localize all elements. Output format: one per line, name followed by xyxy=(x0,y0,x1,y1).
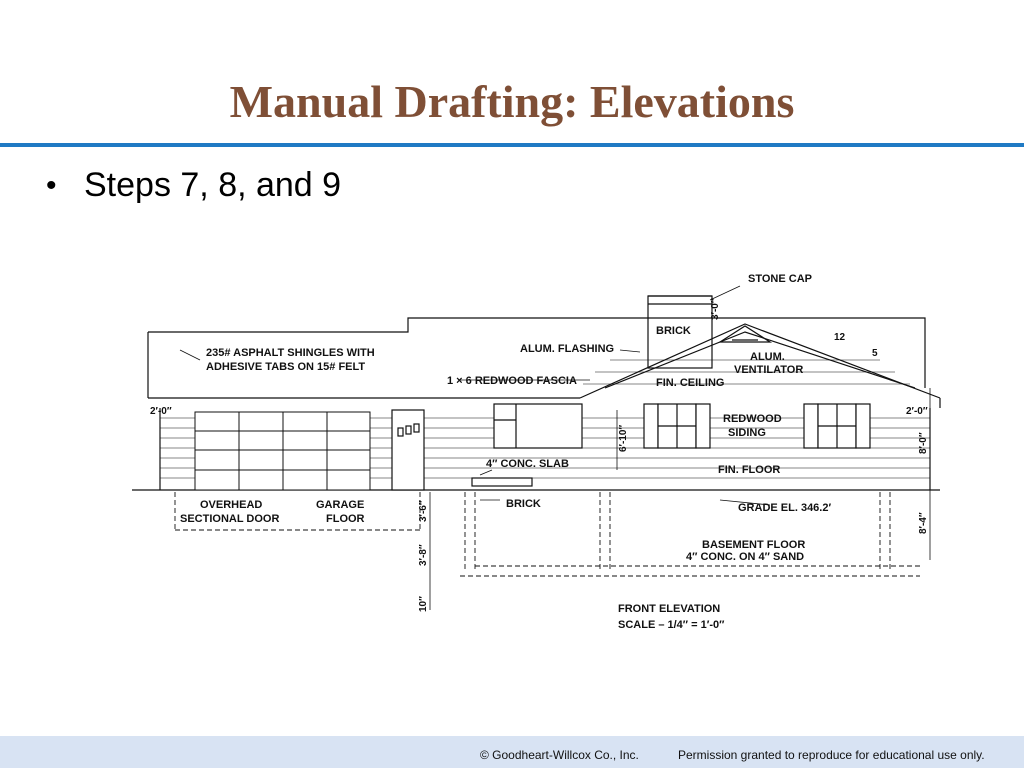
footer-copyright: © Goodheart-Willcox Co., Inc. xyxy=(480,748,639,762)
dim-garage-step: 3′-6″ xyxy=(418,500,429,522)
svg-text:ADHESIVE TABS ON 15# FELT: ADHESIVE TABS ON 15# FELT xyxy=(206,361,366,373)
title-divider xyxy=(0,143,1024,147)
callout-brick-bottom: BRICK xyxy=(506,498,541,510)
dim-slab-height: 6′-10″ xyxy=(618,424,629,452)
dim-footing-depth: 3′-8″ xyxy=(418,544,429,566)
bullet-item xyxy=(46,166,341,205)
callout-brick: BRICK xyxy=(656,325,691,337)
bullet-dot: • xyxy=(46,168,57,202)
window-2 xyxy=(644,404,710,448)
footer-bar xyxy=(0,736,1024,768)
dim-footing: 10″ xyxy=(418,596,429,612)
dim-chimney: 3′-0″ xyxy=(710,298,721,320)
callout-redwood-siding: REDWOOD xyxy=(723,413,782,425)
callout-shingles: 235# ASPHALT SHINGLES WITH xyxy=(206,347,375,359)
callout-grade: GRADE EL. 346.2′ xyxy=(738,502,832,514)
overhead-door xyxy=(195,412,370,490)
view-scale: SCALE – 1/4″ = 1′-0″ xyxy=(618,619,725,631)
callout-conc-slab: 4″ CONC. SLAB xyxy=(486,458,569,470)
slide-title: Manual Drafting: Elevations xyxy=(229,76,795,127)
window-1 xyxy=(494,404,582,448)
callout-garage-floor: GARAGE xyxy=(316,499,365,511)
dim-overhang-left: 2′-0″ xyxy=(150,406,172,417)
callout-ventilator: ALUM. xyxy=(750,351,785,363)
svg-text:FLOOR: FLOOR xyxy=(326,513,365,525)
svg-text:VENTILATOR: VENTILATOR xyxy=(734,364,804,376)
footer-permission: Permission granted to reproduce for educational use only. xyxy=(678,748,985,762)
svg-text:SECTIONAL DOOR: SECTIONAL DOOR xyxy=(180,513,280,525)
dim-pitch-rise: 5 xyxy=(872,348,878,359)
callout-fin-ceiling: FIN. CEILING xyxy=(656,377,725,389)
svg-text:4″ CONC. ON 4″ SAND: 4″ CONC. ON 4″ SAND xyxy=(686,551,805,563)
dim-foundation: 8′-4″ xyxy=(918,512,929,534)
callout-basement: BASEMENT FLOOR xyxy=(702,539,806,551)
view-title: FRONT ELEVATION xyxy=(618,603,721,615)
front-elevation-drawing xyxy=(120,260,950,640)
bullet-text: Steps 7, 8, and 9 xyxy=(84,166,342,204)
callout-stone-cap: STONE CAP xyxy=(748,273,812,285)
dim-pitch-run: 12 xyxy=(834,332,846,343)
callout-alum-flashing: ALUM. FLASHING xyxy=(520,343,615,355)
callout-fascia: 1 × 6 REDWOOD FASCIA xyxy=(447,375,577,387)
dim-overhang-right: 2′-0″ xyxy=(906,406,928,417)
callout-overhead-door: OVERHEAD xyxy=(200,499,263,511)
svg-text:SIDING: SIDING xyxy=(728,427,766,439)
dim-wall-height: 8′-0″ xyxy=(918,432,929,454)
window-3 xyxy=(804,404,870,448)
callout-fin-floor: FIN. FLOOR xyxy=(718,464,781,476)
entry-door xyxy=(392,410,424,490)
